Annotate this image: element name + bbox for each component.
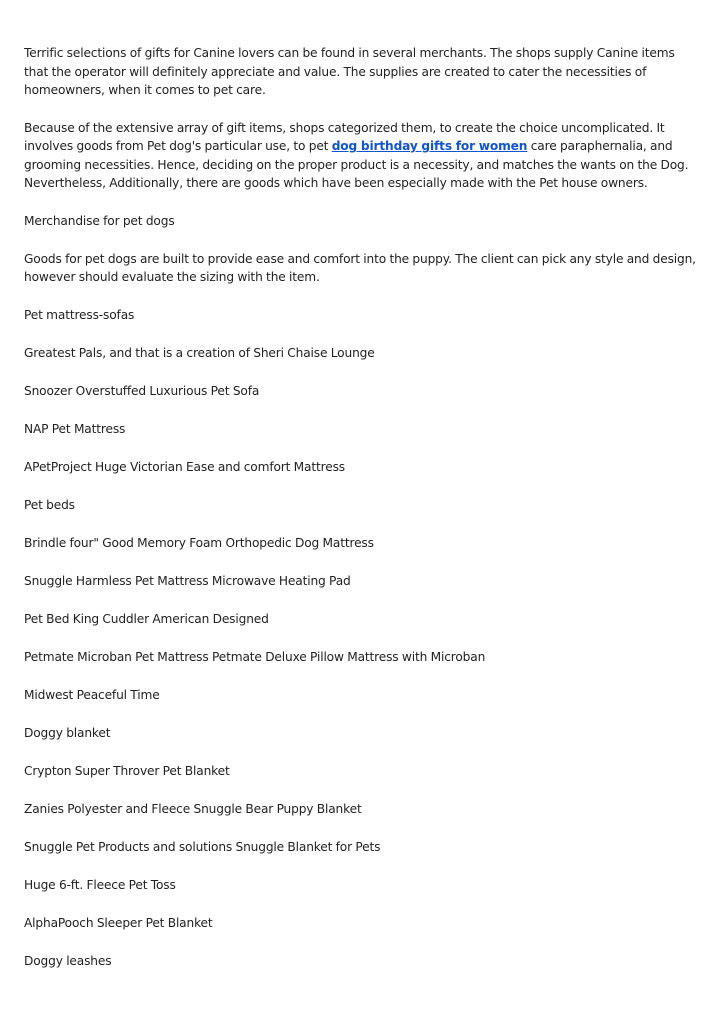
intro-paragraph-1: Terrific selections of gifts for Canine lovers can be found in several merchants. The shops supply Canine items that the operator will definitely appreciate and value. The supplies are created to cater the necessities of homeowners, when it comes to pet care.: [24, 46, 675, 97]
intro-paragraph-2-before-link: Because of the extensive array of gift items, shops categorized them, to create the choice uncomplicated. It involves goods from Pet dog's particular use, to pet: [24, 120, 665, 153]
list-item: Crypton Super Throver Pet Blanket: [24, 764, 230, 778]
section-heading-doggy-leashes: Doggy leashes: [24, 954, 112, 968]
section-heading-merchandise: Merchandise for pet dogs: [24, 213, 175, 228]
list-item: Brindle four" Good Memory Foam Orthopedic Dog Mattress: [24, 536, 374, 550]
section-heading-doggy-blanket: Doggy blanket: [24, 726, 111, 740]
list-item: Zanies Polyester and Fleece Snuggle Bear Puppy Blanket: [24, 802, 362, 816]
intro-paragraph-2: [24, 119, 696, 193]
list-item: Pet Bed King Cuddler American Designed: [24, 612, 269, 626]
list-item: Huge 6-ft. Fleece Pet Toss: [24, 878, 176, 892]
paragraph-goods-for-pet-dogs: Goods for pet dogs are built to provide ease and comfort into the puppy. The client can pick any style and design, however should evaluate the sizing with the item.: [24, 251, 696, 284]
intro-paragraph-2-after-link: care paraphernalia, and grooming necessities. Hence, deciding on the proper product is a necessity, and matches the wants on the Dog. Nevertheless, Additionally, there are goods which have been especially made with the Pet house owners.: [24, 139, 689, 190]
list-item: Snoozer Overstuffed Luxurious Pet Sofa: [24, 384, 260, 398]
list-item: APetProject Huge Victorian Ease and comfort Mattress: [24, 460, 345, 474]
list-item: Greatest Pals, and that is a creation of Sheri Chaise Lounge: [24, 346, 375, 360]
dog-birthday-gifts-link[interactable]: dog birthday gifts for women: [331, 139, 528, 153]
list-item: Snuggle Harmless Pet Mattress Microwave Heating Pad: [24, 574, 351, 588]
list-item: Petmate Microban Pet Mattress Petmate Deluxe Pillow Mattress with Microban: [24, 650, 486, 664]
list-item: NAP Pet Mattress: [24, 422, 126, 436]
section-heading-pet-mattress-sofas: Pet mattress-sofas: [24, 308, 135, 322]
list-item: Midwest Peaceful Time: [24, 688, 160, 702]
list-item: AlphaPooch Sleeper Pet Blanket: [24, 916, 213, 930]
list-item: Snuggle Pet Products and solutions Snuggle Blanket for Pets: [24, 840, 381, 854]
section-heading-pet-beds: Pet beds: [24, 498, 75, 512]
